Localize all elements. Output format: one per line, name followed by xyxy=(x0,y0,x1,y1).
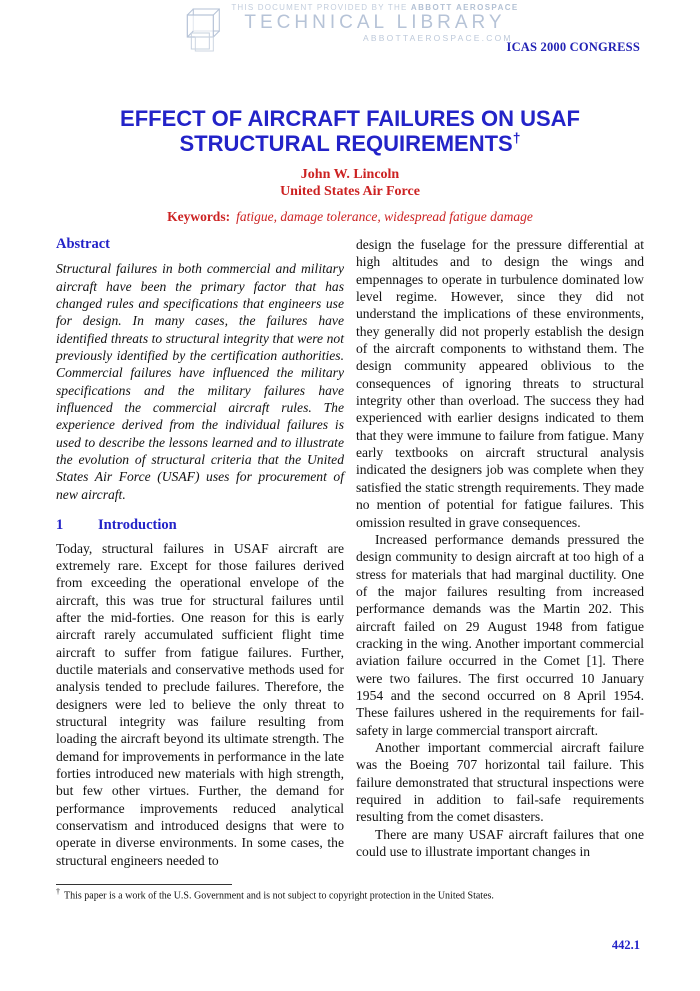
author-block xyxy=(0,166,700,200)
keywords-line xyxy=(0,209,700,225)
two-column-body xyxy=(56,236,644,869)
watermark-title: TECHNICAL LIBRARY xyxy=(244,12,506,33)
keywords-terms: fatigue, damage tolerance, widespread fatigue damage xyxy=(236,209,533,224)
footnote-rule xyxy=(56,884,232,885)
title-dagger: † xyxy=(512,129,521,146)
footnote-marker: † xyxy=(56,887,60,896)
footnote-text-line xyxy=(56,887,644,901)
watermark-text-block xyxy=(231,3,518,43)
watermark-site: ABBOTTAEROSPACE.COM xyxy=(363,33,513,43)
title-line-2-text: STRUCTURAL REQUIREMENTS xyxy=(179,131,513,156)
left-column xyxy=(56,236,344,869)
section-1-heading xyxy=(56,517,344,534)
title-line-2 xyxy=(0,131,700,156)
body-paragraph: Increased performance demands pressured the design community to design aircraft at too high of a stress for materials that had marginal ductility. One of the major failures resulting from increased performance demands was the Martin 202. This aircraft failed on 29 August 1948 from fatigue cracking in the wing. Another important commercial aviation failure occurred in the Comet [1]. There were two failures. The first occurred 10 January 1954 and the second occurred on 8 April 1954. These failures ushered in the requirements for fail-safety in large commercial transport aircraft. xyxy=(356,531,644,738)
page-number: 442.1 xyxy=(611,938,640,952)
title-line-1: EFFECT OF AIRCRAFT FAILURES ON USAF xyxy=(120,106,580,131)
author-name: John W. Lincoln xyxy=(300,167,400,182)
body-paragraph: design the fuselage for the pressure differential at high altitudes and to design the wings and empennages to operate in turbulence dominated low level regime. However, since they did not understand the implications of these environments, they generally did not properly establish the design of the aircraft components to withstand them. The design community appeared oblivious to the consequences of ignoring threats to structural integrity other than overload. The success they had experienced with earlier designs indicated to them that they were immune to failure from fatigue. Many early textbooks on aircraft structural analysis indicated the designers job was complete when they satisfied the static strength requirements. They made no mention of potential for fatigue failures. This omission resulted in grave consequences. xyxy=(356,237,644,530)
intro-paragraph: Today, structural failures in USAF aircraft are extremely rare. Except for those failures derived from exceeding the operational envelope of the aircraft, this was true for structural failures until after the mid-forties. One reason for this is early aircraft rarely accumulated sufficient flight time aircraft to suffer from fatigue failures. Further, ductile materials and conservative methods used for analysis tended to preclude failures. Therefore, the designers were led to believe the only threat to structural integrity was failure resulting from loading the aircraft beyond its ultimate strength. The demand for improvements in performance in the late forties introduced new materials with high strength, but few other virtues. Further, the demand for performance improvements reduced analytical conservatism and introduced designs that were to operate in diverse environments. In some cases, the structural engineers needed to xyxy=(56,540,344,868)
body-paragraph: There are many USAF aircraft failures that one could use to illustrate important changes in xyxy=(356,826,644,860)
section-title: Introduction xyxy=(98,517,177,534)
technical-library-watermark xyxy=(181,3,518,60)
wireframe-box-icon xyxy=(181,7,225,60)
watermark-tagline xyxy=(231,3,518,12)
abstract-text: Structural failures in both commercial and military aircraft have been the primary factor that has changed rules and specifications that engineers use for design. In many cases, the failures have identified threats to structural integrity that were not previously identified by the certification authorities. Commercial failures have influenced the military specifications and the military failures have influenced the commercial aircraft rules. The experience derived from the individual failures is used to describe the lessons learned and to illustrate the evolution of structural criteria that the United States Air Force (USAF) uses for procurement of new aircraft. xyxy=(56,261,344,502)
author-affiliation: United States Air Force xyxy=(280,184,420,199)
watermark-tagline-light: THIS DOCUMENT PROVIDED BY THE xyxy=(231,3,408,12)
footnote-text: This paper is a work of the U.S. Government and is not subject to copyright protection in the United States. xyxy=(64,890,494,902)
right-column xyxy=(356,236,644,869)
abstract-heading: Abstract xyxy=(56,236,110,252)
body-paragraph: Another important commercial aircraft failure was the Boeing 707 horizontal tail failure. This failure demonstrated that structural inspections were required in addition to fail-safe requirements resulting from the comet disasters. xyxy=(356,739,644,825)
section-number: 1 xyxy=(56,517,64,534)
congress-label: ICAS 2000 CONGRESS xyxy=(506,40,640,54)
watermark-tagline-strong: ABBOTT AEROSPACE xyxy=(410,3,519,12)
keywords-label: Keywords: xyxy=(167,209,231,224)
paper-title xyxy=(0,106,700,156)
footnote xyxy=(56,884,644,901)
